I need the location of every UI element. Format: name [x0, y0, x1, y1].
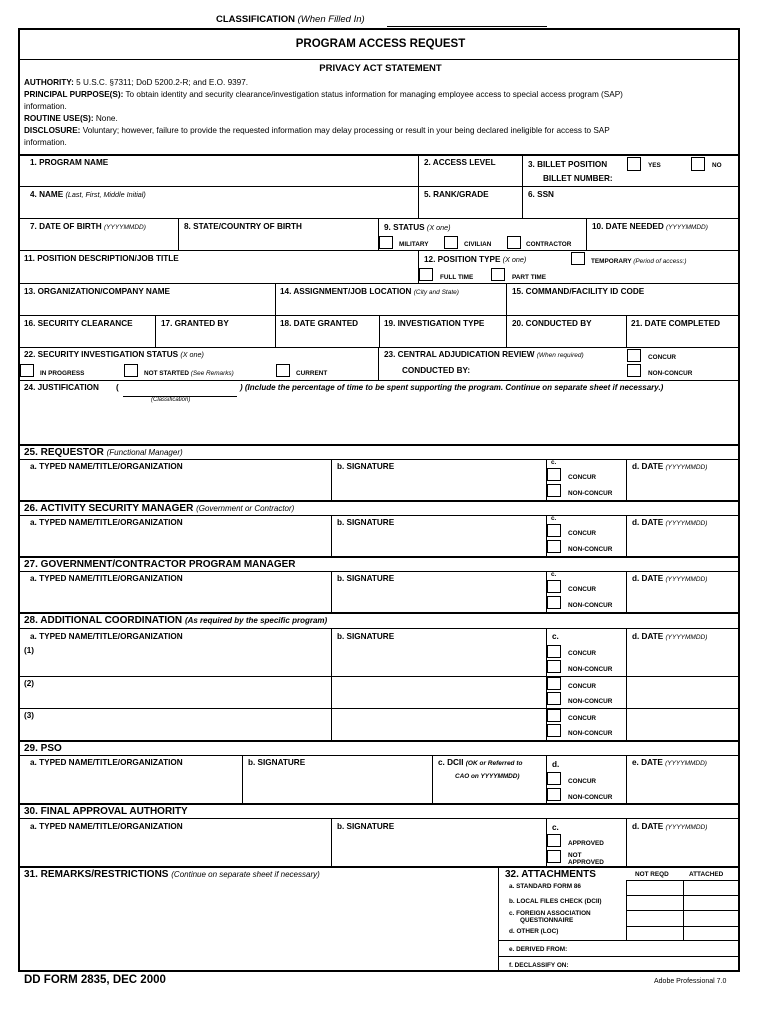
software-note: Adobe Professional 7.0 — [654, 978, 727, 985]
s25-concur-checkbox[interactable] — [547, 468, 561, 481]
s29-date-text: e. DATE — [632, 758, 663, 767]
classification-note: (When Filled In) — [297, 14, 365, 25]
s25-nonconcur-checkbox[interactable] — [547, 484, 561, 497]
purpose-text: To obtain identity and security clearance/investigation status information for managing employee access to special access program (SAP) — [125, 90, 623, 99]
field-9-note: (X one) — [426, 223, 451, 232]
s29-concur-checkbox[interactable] — [547, 772, 561, 785]
privacy-purpose-cont: information. — [24, 102, 67, 111]
temporary-text: TEMPORARY — [591, 258, 632, 265]
s30-typed-label: a. TYPED NAME/TITLE/ORGANIZATION — [30, 822, 183, 831]
rule — [19, 347, 740, 348]
disclosure-text: Voluntary; however, failure to provide the requested information may delay processing or result in your being declared ineligible for access to SAP — [82, 126, 610, 135]
field-6-label: 6. SSN — [528, 190, 554, 199]
divider — [506, 316, 507, 347]
field-17-label: 17. GRANTED BY — [161, 319, 229, 328]
field-10-label — [592, 222, 708, 233]
rule — [19, 755, 740, 756]
s27-concur-checkbox[interactable] — [547, 580, 561, 593]
rule — [19, 515, 740, 516]
field-7-note: (YYYYMMDD) — [104, 224, 146, 231]
s32-attached-header: ATTACHED — [689, 871, 724, 878]
billet-number-label: BILLET NUMBER: — [543, 174, 613, 183]
investigation-current-label: CURRENT — [296, 370, 328, 377]
section-25-note: (Functional Manager) — [106, 448, 183, 457]
justification-open-paren: ( — [116, 383, 119, 392]
section-31-text: 31. REMARKS/RESTRICTIONS — [24, 869, 169, 880]
rule — [19, 154, 740, 156]
privacy-purpose — [24, 89, 736, 101]
divider — [331, 572, 332, 612]
s28-r2-nonconcur-label: NON-CONCUR — [568, 698, 613, 705]
s30-approved-label: APPROVED — [568, 840, 604, 847]
rule — [19, 612, 740, 614]
s32-f-label: f. DECLASSIFY ON: — [509, 962, 569, 969]
s29-nonconcur-label: NON-CONCUR — [568, 794, 613, 801]
s29-concur-label: CONCUR — [568, 778, 597, 785]
section-25-title — [24, 447, 183, 459]
divider — [275, 284, 276, 315]
s26-concur-checkbox[interactable] — [547, 524, 561, 537]
s28-date-label — [632, 632, 707, 643]
rule — [19, 186, 740, 187]
privacy-disclosure-cont: information. — [24, 138, 67, 147]
s27-nonconcur-checkbox[interactable] — [547, 596, 561, 609]
divider — [379, 316, 380, 347]
s32-d-label: d. OTHER (LOC) — [509, 928, 559, 935]
divider — [626, 819, 627, 866]
rule — [19, 818, 740, 819]
section-28-text: 28. ADDITIONAL COORDINATION — [24, 615, 183, 626]
s30-signature-label: b. SIGNATURE — [337, 822, 395, 831]
field-21-label: 21. DATE COMPLETED — [631, 319, 721, 328]
routine-text: None. — [95, 114, 118, 123]
divider — [331, 819, 332, 866]
divider — [626, 572, 627, 612]
s25-date-text: d. DATE — [632, 462, 664, 471]
divider — [155, 316, 156, 347]
status-military-label: MILITARY — [399, 241, 429, 248]
position-parttime-label: PART TIME — [512, 274, 546, 281]
s26-concur-label: CONCUR — [568, 530, 597, 537]
s29-dcii-note: (OK or Referred to — [465, 760, 523, 767]
privacy-routine — [24, 113, 118, 125]
justification-note: ) (Include the percentage of time to be spent supporting the program. Continue on separate sheet if necessary.) — [240, 383, 664, 392]
s28-r3-nonconcur-checkbox[interactable] — [547, 724, 561, 737]
field-4-text: 4. NAME — [30, 190, 64, 199]
rule — [19, 250, 740, 251]
field-9-text: 9. STATUS — [384, 223, 425, 232]
section-32-title: 32. ATTACHMENTS — [505, 869, 596, 880]
s26-date-label — [632, 518, 707, 529]
rule — [499, 940, 740, 941]
justification-classification-caption: (Classification) — [151, 397, 191, 403]
divider — [331, 460, 332, 500]
rule — [626, 895, 740, 896]
s25-date-label — [632, 462, 707, 473]
status-civilian-checkbox[interactable] — [444, 236, 458, 249]
rule — [19, 556, 740, 558]
s32-notreqd-header: NOT REQD — [635, 871, 669, 878]
section-28-title — [24, 615, 327, 627]
field-15-label: 15. COMMAND/FACILITY ID CODE — [512, 287, 645, 296]
s27-date-label — [632, 574, 707, 585]
s28-row2-label: (2) — [24, 679, 35, 688]
s30-c-label: c. — [552, 823, 559, 832]
status-contractor-checkbox[interactable] — [507, 236, 521, 249]
s28-r2-concur-checkbox[interactable] — [547, 677, 561, 690]
rule — [19, 676, 740, 677]
s29-dcii-text: c. DCII — [438, 758, 464, 767]
divider — [506, 284, 507, 315]
divider — [242, 756, 243, 803]
section-25-text: 25. REQUESTOR — [24, 447, 104, 458]
rule — [19, 708, 740, 709]
s28-r2-nonconcur-checkbox[interactable] — [547, 692, 561, 705]
s25-c-label: c. — [551, 459, 557, 466]
field-11-label: 11. POSITION DESCRIPTION/JOB TITLE — [24, 254, 179, 263]
section-31-note: (Continue on separate sheet if necessary) — [171, 870, 320, 879]
rule — [19, 283, 740, 284]
divider — [626, 316, 627, 347]
notstarted-text: NOT STARTED — [144, 370, 189, 377]
title-rule — [19, 59, 740, 60]
field-16-label: 16. SECURITY CLEARANCE — [24, 319, 133, 328]
s27-concur-label: CONCUR — [568, 586, 597, 593]
rule — [19, 500, 740, 502]
divider — [331, 516, 332, 556]
s32-c1-label: c. FOREIGN ASSOCIATION — [509, 910, 591, 917]
section-29-title: 29. PSO — [24, 743, 62, 754]
field-23-note: (When required) — [536, 352, 584, 359]
field-24-label: 24. JUSTIFICATION — [24, 383, 99, 392]
s28-typed-label: a. TYPED NAME/TITLE/ORGANIZATION — [30, 632, 183, 641]
s28-date-text: d. DATE — [632, 632, 664, 641]
s26-nonconcur-checkbox[interactable] — [547, 540, 561, 553]
position-fulltime-label: FULL TIME — [440, 274, 474, 281]
s28-r3-concur-checkbox[interactable] — [547, 709, 561, 722]
s32-a-label: a. STANDARD FORM 86 — [509, 883, 581, 890]
billet-yes-checkbox[interactable] — [627, 157, 641, 171]
s25-date-note: (YYYYMMDD) — [665, 464, 708, 471]
conducted-by-label: CONDUCTED BY: — [402, 366, 471, 375]
classification-header — [216, 14, 365, 25]
divider — [626, 756, 627, 803]
s29-date-label — [632, 758, 707, 769]
field-12-text: 12. POSITION TYPE — [424, 255, 501, 264]
field-10-text: 10. DATE NEEDED — [592, 222, 664, 231]
temporary-note: (Period of access:) — [633, 258, 687, 265]
s26-date-text: d. DATE — [632, 518, 664, 527]
purpose-label: PRINCIPAL PURPOSE(S): — [24, 90, 124, 99]
billet-no-label: NO — [712, 162, 722, 169]
status-military-checkbox[interactable] — [379, 236, 393, 249]
adjudication-nonconcur-checkbox[interactable] — [627, 364, 641, 377]
divider — [626, 629, 627, 740]
s30-notapproved-checkbox[interactable] — [547, 850, 561, 863]
field-3-label: 3. BILLET POSITION — [528, 160, 608, 169]
field-22-text: 22. SECURITY INVESTIGATION STATUS — [24, 350, 179, 359]
s28-signature-label: b. SIGNATURE — [337, 632, 395, 641]
s30-date-label — [632, 822, 707, 833]
field-20-label: 20. CONDUCTED BY — [512, 319, 592, 328]
field-8-label: 8. STATE/COUNTRY OF BIRTH — [184, 222, 302, 231]
s28-r3-nonconcur-label: NON-CONCUR — [568, 730, 613, 737]
s28-r1-nonconcur-label: NON-CONCUR — [568, 666, 613, 673]
divider — [626, 516, 627, 556]
field-12-label — [424, 255, 526, 265]
position-fulltime-checkbox[interactable] — [419, 268, 433, 281]
s30-date-text: d. DATE — [632, 822, 664, 831]
billet-yes-label: YES — [648, 162, 661, 169]
field-7-text: 7. DATE OF BIRTH — [30, 222, 102, 231]
section-26-note: (Government or Contractor) — [196, 504, 295, 513]
rule — [19, 380, 740, 381]
rule — [19, 740, 740, 742]
s29-signature-label: b. SIGNATURE — [248, 758, 306, 767]
divider — [522, 155, 523, 218]
adjudication-nonconcur-label: NON-CONCUR — [648, 370, 693, 377]
billet-no-checkbox[interactable] — [691, 157, 705, 171]
s26-signature-label: b. SIGNATURE — [337, 518, 395, 527]
divider — [626, 460, 627, 500]
divider — [586, 219, 587, 250]
divider — [178, 219, 179, 250]
field-1-label: 1. PROGRAM NAME — [30, 158, 109, 167]
field-5-label: 5. RANK/GRADE — [424, 190, 489, 199]
adjudication-concur-checkbox[interactable] — [627, 349, 641, 362]
classification-line — [387, 26, 547, 27]
rule — [19, 218, 740, 219]
s26-date-note: (YYYYMMDD) — [665, 520, 708, 527]
rule — [19, 571, 740, 572]
s29-dcii-note2: CAO on YYYYMMDD) — [455, 773, 520, 780]
field-22-label — [24, 350, 204, 360]
privacy-authority — [24, 77, 734, 89]
divider — [331, 629, 332, 740]
privacy-disclosure — [24, 125, 736, 137]
s28-r3-concur-label: CONCUR — [568, 715, 597, 722]
s26-typed-label: a. TYPED NAME/TITLE/ORGANIZATION — [30, 518, 183, 527]
field-18-label: 18. DATE GRANTED — [280, 319, 359, 328]
s25-concur-label: CONCUR — [568, 474, 597, 481]
status-contractor-label: CONTRACTOR — [526, 241, 572, 248]
section-27-title: 27. GOVERNMENT/CONTRACTOR PROGRAM MANAGER — [24, 559, 296, 570]
s28-r2-concur-label: CONCUR — [568, 683, 597, 690]
field-23-label — [384, 350, 584, 361]
investigation-notstarted-label — [144, 370, 234, 378]
s27-date-text: d. DATE — [632, 574, 664, 583]
rule — [626, 910, 740, 911]
field-14-label — [280, 287, 459, 298]
s28-r1-nonconcur-checkbox[interactable] — [547, 660, 561, 673]
s30-notapproved-label: APPROVED — [568, 859, 604, 866]
authority-text: 5 U.S.C. §7311; DoD 5200.2-R; and E.O. 9397. — [76, 78, 249, 87]
rule — [19, 628, 740, 629]
field-22-note: (X one) — [180, 350, 204, 359]
s30-approved-checkbox[interactable] — [547, 834, 561, 847]
status-civilian-label: CIVILIAN — [464, 241, 492, 248]
divider — [418, 155, 419, 218]
investigation-current-checkbox[interactable] — [276, 364, 290, 377]
field-7-label — [30, 222, 146, 233]
section-26-title — [24, 503, 294, 515]
classification-label: CLASSIFICATION — [216, 14, 295, 25]
field-23-text: 23. CENTRAL ADJUDICATION REVIEW — [384, 350, 535, 359]
divider — [275, 316, 276, 347]
field-12-note: (X one) — [502, 255, 527, 264]
s28-r1-concur-checkbox[interactable] — [547, 645, 561, 658]
s32-c2-label: QUESTIONNAIRE — [520, 917, 574, 924]
s26-c-label: c. — [551, 515, 557, 522]
field-4-note: (Last, First, Middle Initial) — [65, 190, 146, 199]
rule — [19, 803, 740, 805]
rule — [499, 956, 740, 957]
s25-typed-label: a. TYPED NAME/TITLE/ORGANIZATION — [30, 462, 183, 471]
s30-not-label: NOT — [568, 852, 582, 859]
divider — [378, 348, 379, 380]
field-13-label: 13. ORGANIZATION/COMPANY NAME — [24, 287, 171, 296]
s27-signature-label: b. SIGNATURE — [337, 574, 395, 583]
s25-signature-label: b. SIGNATURE — [337, 462, 395, 471]
s28-row1-label: (1) — [24, 646, 35, 655]
s29-nonconcur-checkbox[interactable] — [547, 788, 561, 801]
s26-nonconcur-label: NON-CONCUR — [568, 546, 613, 553]
adjudication-concur-label: CONCUR — [648, 354, 677, 361]
field-9-label — [384, 223, 451, 233]
investigation-inprogress-label: IN PROGRESS — [40, 370, 85, 377]
disclosure-label: DISCLOSURE: — [24, 126, 81, 135]
s27-c-label: c. — [551, 571, 557, 578]
rule — [19, 866, 740, 868]
privacy-heading: PRIVACY ACT STATEMENT — [319, 63, 442, 74]
notstarted-note: (See Remarks) — [190, 370, 234, 377]
s27-nonconcur-label: NON-CONCUR — [568, 602, 613, 609]
position-temporary-label — [591, 258, 687, 266]
field-14-text: 14. ASSIGNMENT/JOB LOCATION — [280, 287, 412, 296]
field-19-label: 19. INVESTIGATION TYPE — [384, 319, 485, 328]
position-parttime-checkbox[interactable] — [491, 268, 505, 281]
s32-b-label: b. LOCAL FILES CHECK (DCII) — [509, 898, 602, 905]
s29-dcii-label — [438, 758, 522, 769]
investigation-inprogress-checkbox[interactable] — [20, 364, 34, 377]
field-4-label — [30, 190, 146, 200]
section-30-title: 30. FINAL APPROVAL AUTHORITY — [24, 806, 188, 817]
divider — [432, 756, 433, 803]
s29-d-label: d. — [552, 760, 560, 769]
s27-typed-label: a. TYPED NAME/TITLE/ORGANIZATION — [30, 574, 183, 583]
s28-row3-label: (3) — [24, 711, 35, 720]
section-31-title — [24, 869, 320, 881]
section-28-note: (As required by the specific program) — [184, 616, 328, 625]
investigation-notstarted-checkbox[interactable] — [124, 364, 138, 377]
field-10-note: (YYYYMMDD) — [666, 224, 708, 231]
rule — [626, 926, 740, 927]
rule — [19, 444, 740, 446]
routine-label: ROUTINE USE(S): — [24, 114, 94, 123]
form-title: PROGRAM ACCESS REQUEST — [295, 38, 466, 50]
s32-e-label: e. DERIVED FROM: — [509, 946, 568, 953]
s29-typed-label: a. TYPED NAME/TITLE/ORGANIZATION — [30, 758, 183, 767]
s29-date-note: (YYYYMMDD) — [665, 760, 707, 767]
position-temporary-checkbox[interactable] — [571, 252, 585, 265]
form-number: DD FORM 2835, DEC 2000 — [24, 974, 166, 986]
field-14-note: (City and State) — [413, 289, 459, 296]
s30-date-note: (YYYYMMDD) — [665, 824, 708, 831]
authority-label: AUTHORITY: — [24, 78, 74, 87]
field-2-label: 2. ACCESS LEVEL — [424, 158, 496, 167]
s28-c-label: c. — [552, 632, 559, 641]
s25-nonconcur-label: NON-CONCUR — [568, 490, 613, 497]
s28-r1-concur-label: CONCUR — [568, 650, 597, 657]
s27-date-note: (YYYYMMDD) — [665, 576, 708, 583]
section-26-text: 26. ACTIVITY SECURITY MANAGER — [24, 503, 194, 514]
s28-date-note: (YYYYMMDD) — [665, 634, 708, 641]
rule — [19, 459, 740, 460]
